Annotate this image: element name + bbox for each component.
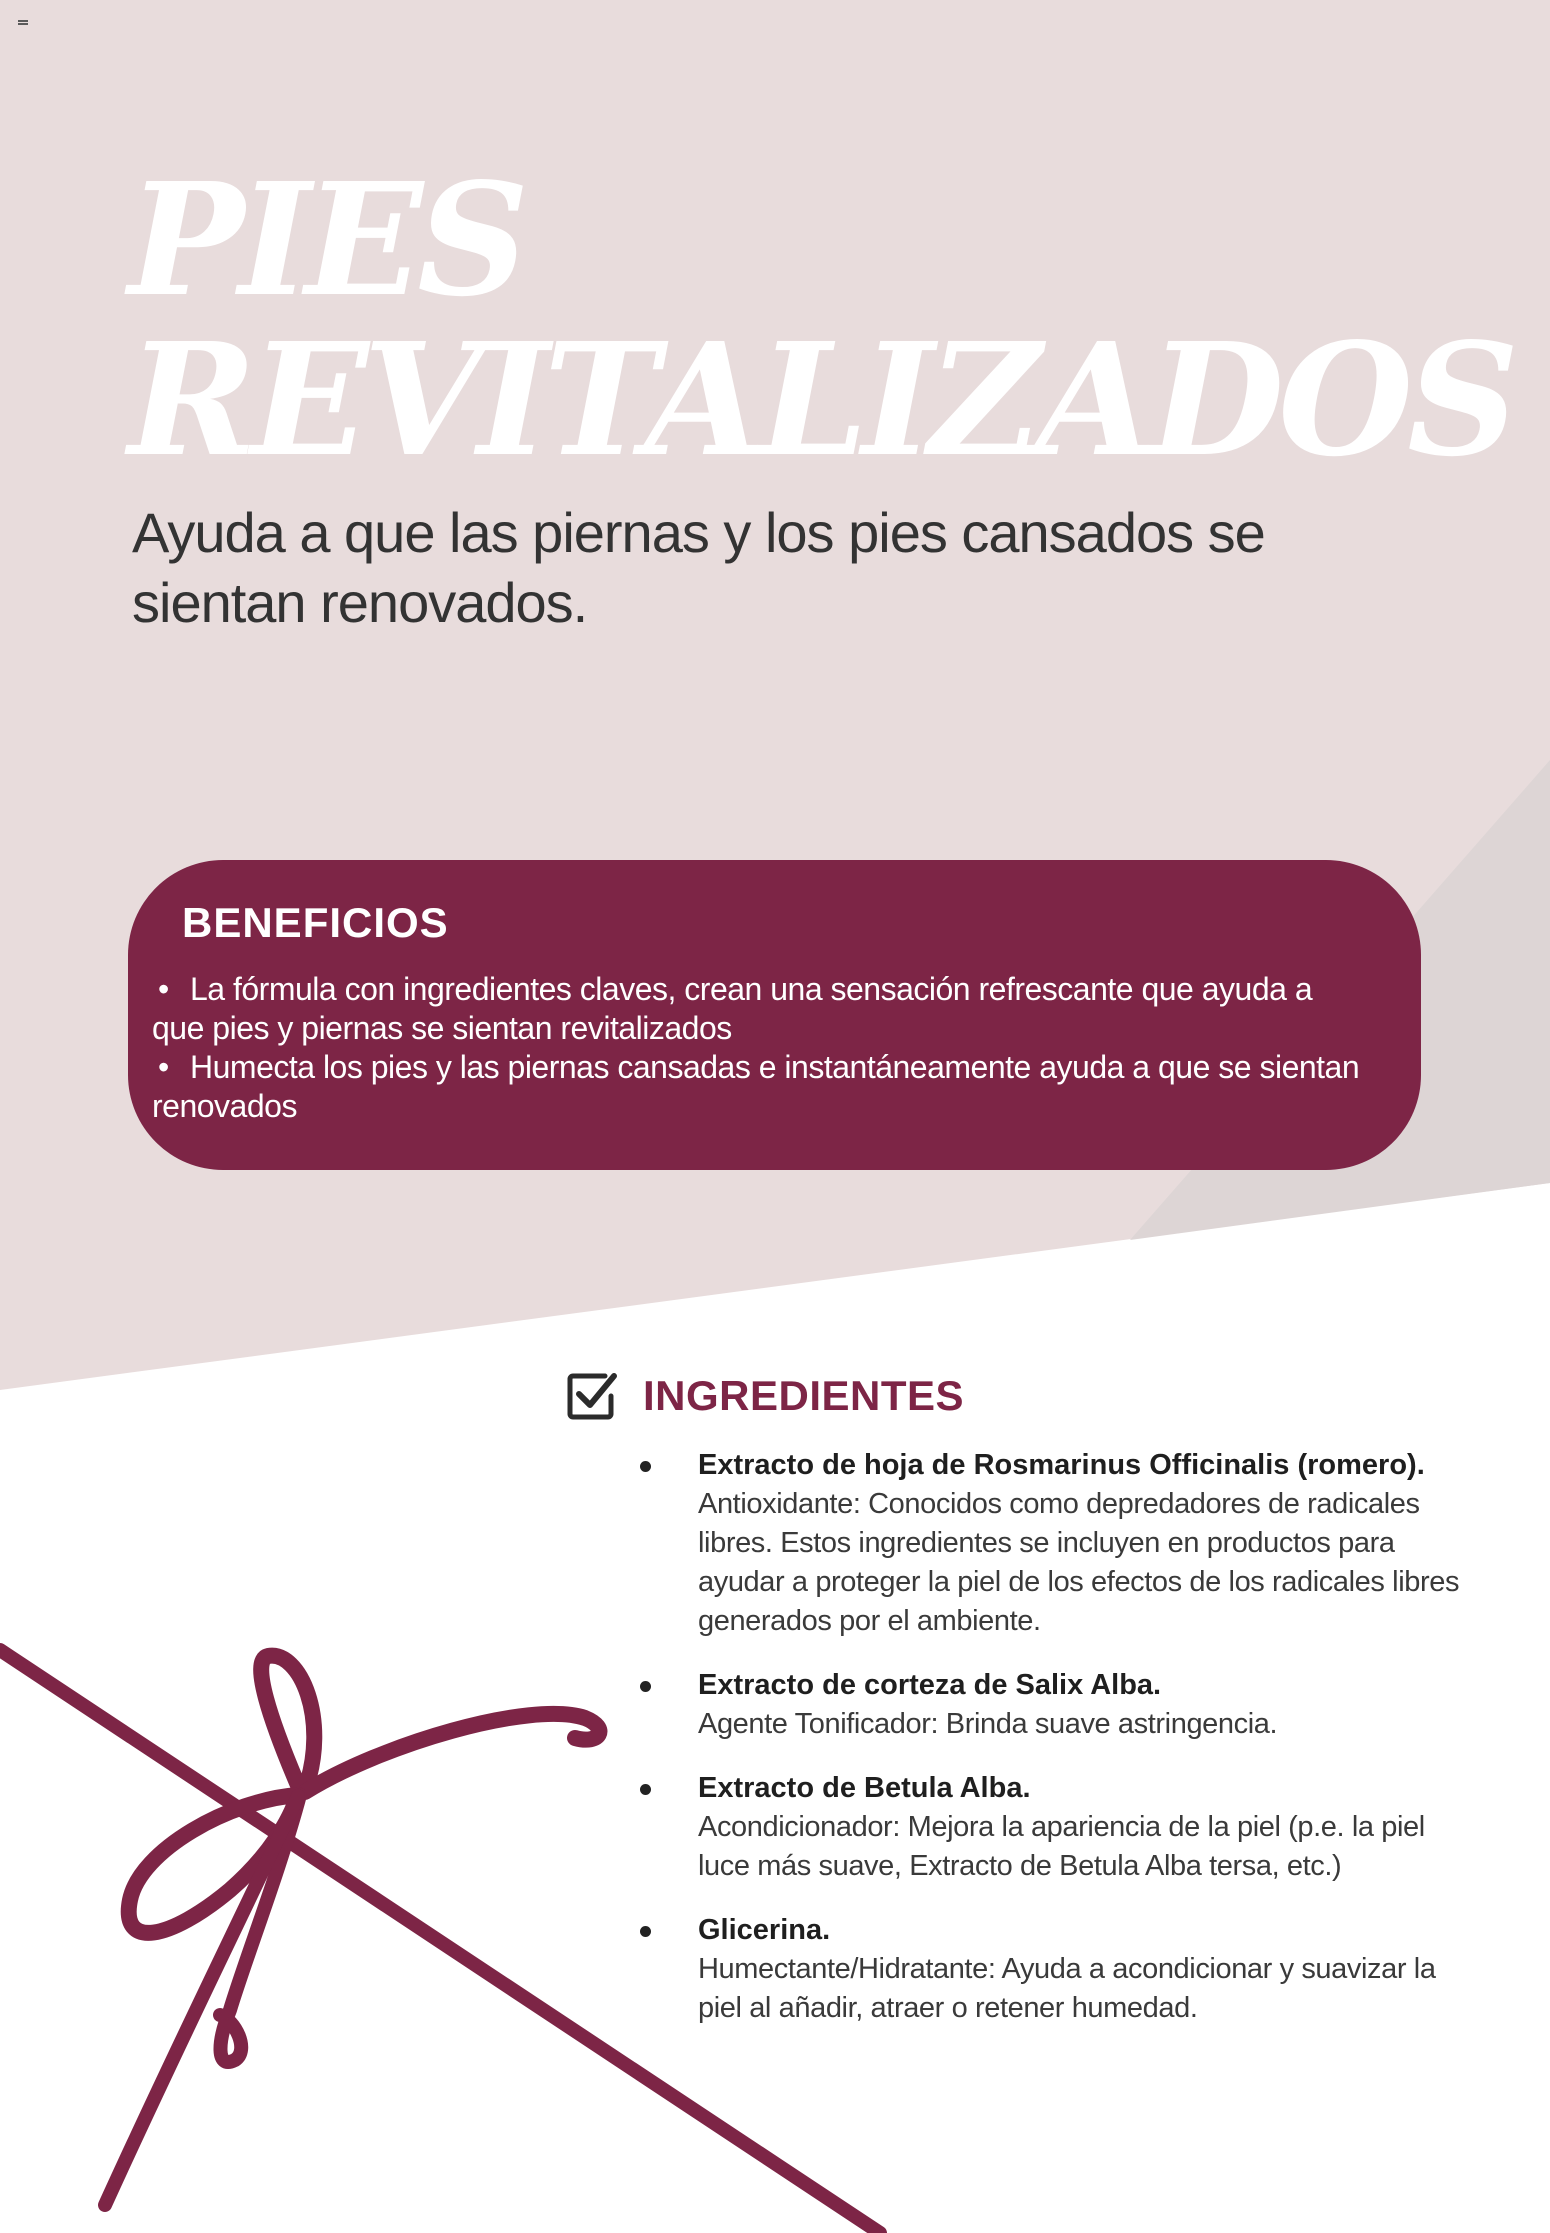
ingredient-description: Acondicionador: Mejora la apariencia de la piel (p.e. la piel luce más suave, Extracto de Betula Alba tersa, etc.) [698, 1811, 1425, 1882]
bullet-icon [640, 1461, 651, 1472]
ingredient-name: Glicerina. [698, 1914, 831, 1946]
ingredients-header [565, 1368, 964, 1424]
ingredient-item [640, 1666, 1460, 1744]
ingredients-title: INGREDIENTES [643, 1372, 965, 1419]
benefit-text: La fórmula con ingredientes claves, crean una sensación refrescante que ayuda a que pies y piernas se sientan revitalizados [152, 971, 1313, 1046]
ingredients-list [640, 1446, 1460, 2053]
ingredient-item [640, 1446, 1460, 1641]
bullet-icon [640, 1926, 651, 1937]
benefits-box [128, 860, 1421, 1170]
ingredient-description: Agente Tonificador: Brinda suave astringencia. [698, 1708, 1278, 1740]
hero-title [128, 148, 1514, 491]
ingredient-name: Extracto de corteza de Salix Alba. [698, 1669, 1162, 1701]
bullet-icon: • [158, 1049, 169, 1085]
bullet-icon [640, 1681, 651, 1692]
benefit-item [152, 1048, 1361, 1126]
ingredient-name: Extracto de hoja de Rosmarinus Officinalis (romero). [698, 1449, 1425, 1481]
ingredient-item [640, 1911, 1460, 2028]
benefits-title: BENEFICIOS [182, 899, 449, 946]
hero-title-line-2: REVITALIZADOS [128, 308, 1514, 491]
checkbox-check-icon [565, 1370, 617, 1422]
benefits-list [152, 970, 1361, 1126]
ingredient-item [640, 1769, 1460, 1886]
ingredient-name: Extracto de Betula Alba. [698, 1772, 1031, 1804]
bullet-icon: • [158, 971, 169, 1007]
ingredient-description: Humectante/Hidratante: Ayuda a acondicionar y suavizar la piel al añadir, atraer o retener humedad. [698, 1953, 1436, 2024]
hero-title-line-1: PIES [128, 148, 524, 331]
hero-subtitle: Ayuda a que las piernas y los pies cansados se sientan renovados. [132, 501, 1265, 634]
bullet-icon [640, 1784, 651, 1795]
ingredient-description: Antioxidante: Conocidos como depredadores de radicales libres. Estos ingredientes se incluyen en productos para ayudar a proteger la piel de los efectos de los radicales libres generados por el ambiente. [698, 1488, 1460, 1637]
benefit-text: Humecta los pies y las piernas cansadas e instantáneamente ayuda a que se sientan renovados [152, 1049, 1360, 1124]
benefit-item [152, 970, 1361, 1048]
menu-icon[interactable] [18, 20, 28, 28]
